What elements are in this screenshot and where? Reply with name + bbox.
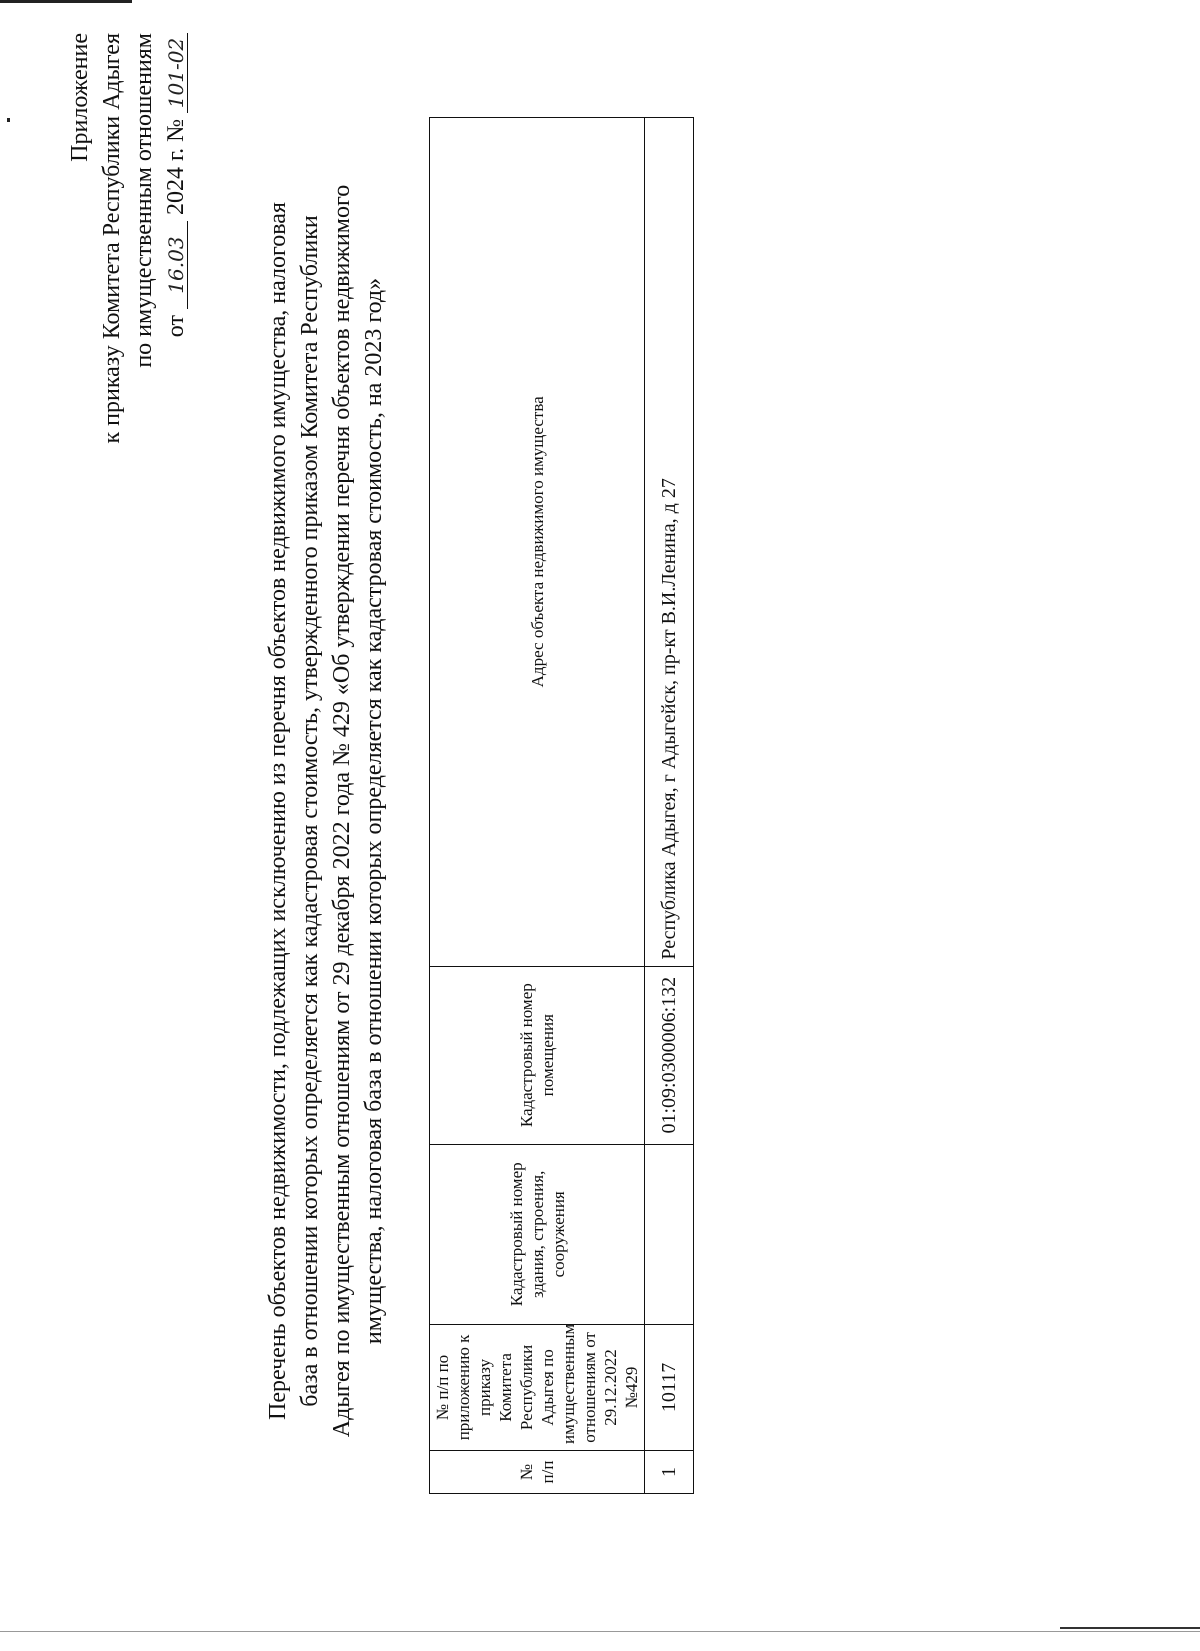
cell-premises-cadastral-number: 01:09:0300006:132 bbox=[645, 966, 694, 1144]
cell-row-number: 1 bbox=[645, 1450, 694, 1493]
from-label: от bbox=[163, 315, 189, 338]
column-header-appendix-number: № п/п по приложению к приказу Комитета Республики Адыгея по имущественным отношениям от 29.12.2022 №429 bbox=[430, 1324, 645, 1450]
handwritten-date: 16.03 bbox=[165, 221, 188, 309]
cell-building-cadastral-number bbox=[645, 1144, 694, 1324]
cell-appendix-number: 10117 bbox=[645, 1324, 694, 1450]
intro-line: база в отношении которых определяется как кадастровая стоимость, утвержденного приказом Комитета Республики bbox=[297, 215, 323, 1407]
appendix-header bbox=[64, 33, 192, 444]
handwritten-order-number: 101-02 bbox=[165, 33, 188, 113]
property-exclusion-table bbox=[429, 117, 694, 1494]
appendix-title: Приложение bbox=[67, 33, 93, 162]
intro-line: Перечень объектов недвижимости, подлежащих исключению из перечня объектов недвижимого имущества, налоговая bbox=[265, 202, 291, 1420]
year-and-number-label: 2024 г. № bbox=[163, 119, 189, 216]
column-header-address: Адрес объекта недвижимого имущества bbox=[430, 118, 645, 967]
cell-address: Республика Адыгея, г Адыгейск, пр-кт В.И.Ленина, д 27 bbox=[645, 118, 694, 967]
appendix-order-ref-line1: к приказу Комитета Республики Адыгея bbox=[99, 33, 125, 444]
column-header-building-cadastral-number: Кадастровый номер здания, строения, сооружения bbox=[430, 1144, 645, 1324]
table-row bbox=[645, 118, 694, 1494]
intro-line: Адыгея по имущественным отношениям от 29 декабря 2022 года № 429 «Об утверждении перечня объектов недвижимого bbox=[329, 184, 355, 1438]
column-header-row-number: № п/п bbox=[430, 1450, 645, 1493]
table-header-row bbox=[430, 118, 645, 1494]
document-intro-paragraph bbox=[262, 151, 390, 1471]
appendix-date-line bbox=[160, 33, 192, 444]
column-header-premises-cadastral-number: Кадастровый номер помещения bbox=[430, 966, 645, 1144]
appendix-order-ref-line2: по имущественным отношениям bbox=[131, 33, 157, 368]
intro-line: имущества, налоговая база в отношении которых определяется как кадастровая стоимость, на 2023 год» bbox=[361, 277, 387, 1345]
